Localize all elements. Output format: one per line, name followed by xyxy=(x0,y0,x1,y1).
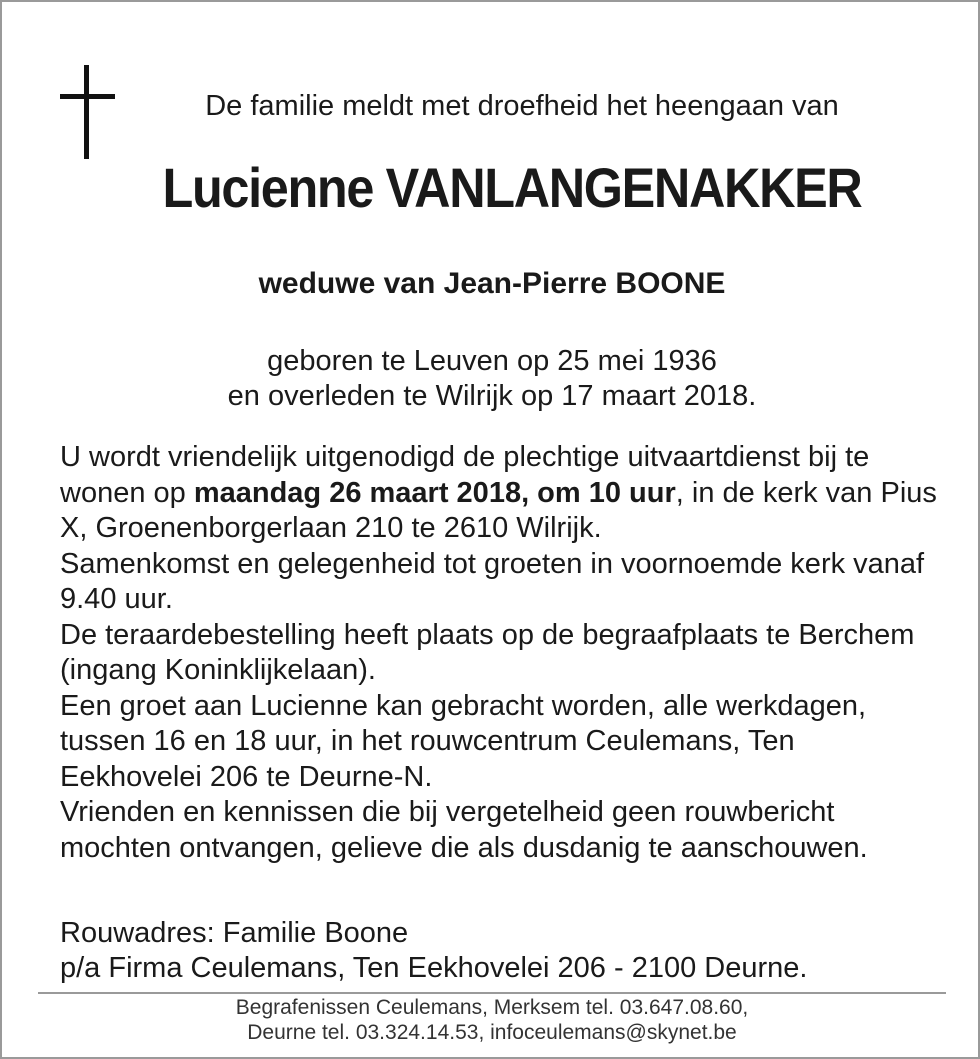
death-line: en overleden te Wilrijk op 17 maart 2018. xyxy=(227,380,757,412)
birth-death-block xyxy=(2,344,980,414)
widow-of-text: weduwe van Jean-Pierre BOONE xyxy=(258,267,726,300)
service-text-after: , in de kerk van Pius X, Groenenborgerlaan 210 te 2610 Wilrijk. xyxy=(60,476,937,544)
service-text-before: U wordt vriendelijk uitgenodigd de plechtige uitvaartdienst bij te wonen op xyxy=(60,441,870,509)
friends-note-paragraph: Vrienden en kennissen die bij vergetelheid geen rouwbericht mochten ontvangen, gelieve die als dusdanig te aanschouwen. xyxy=(60,796,868,864)
cross-icon-bar xyxy=(60,94,115,99)
address-line-1: Rouwadres: Familie Boone xyxy=(60,917,409,949)
visitation-paragraph: Een groet aan Lucienne kan gebracht worden, alle werkdagen, tussen 16 en 18 uur, in het rouwcentrum Ceulemans, Ten Eekhovelei 206 te Deurne-N. xyxy=(60,689,867,793)
footer-line-1: Begrafenissen Ceulemans, Merksem tel. 03.647.08.60, xyxy=(235,996,749,1019)
footer-line-2: Deurne tel. 03.324.14.53, infoceulemans@skynet.be xyxy=(247,1021,737,1044)
cross-icon xyxy=(84,65,89,159)
funeral-home-footer xyxy=(2,995,980,1045)
birth-line: geboren te Leuven op 25 mei 1936 xyxy=(267,345,717,377)
address-line-2: p/a Firma Ceulemans, Ten Eekhovelei 206 - 2100 Deurne. xyxy=(60,952,808,984)
service-date: maandag 26 maart 2018, om 10 uur xyxy=(193,476,676,509)
deceased-name: Lucienne VANLANGENAKKER xyxy=(162,156,862,219)
burial-paragraph: De teraardebestelling heeft plaats op de begraafplaats te Berchem (ingang Koninklijkelaan). xyxy=(60,618,915,686)
intro-text: De familie meldt met droefheid het heengaan van xyxy=(205,90,839,122)
notice-body xyxy=(60,440,940,866)
service-paragraph xyxy=(60,440,940,547)
footer-divider xyxy=(38,992,946,994)
mourning-address xyxy=(60,916,940,986)
gathering-paragraph: Samenkomst en gelegenheid tot groeten in voornoemde kerk vanaf 9.40 uur. xyxy=(60,547,925,615)
